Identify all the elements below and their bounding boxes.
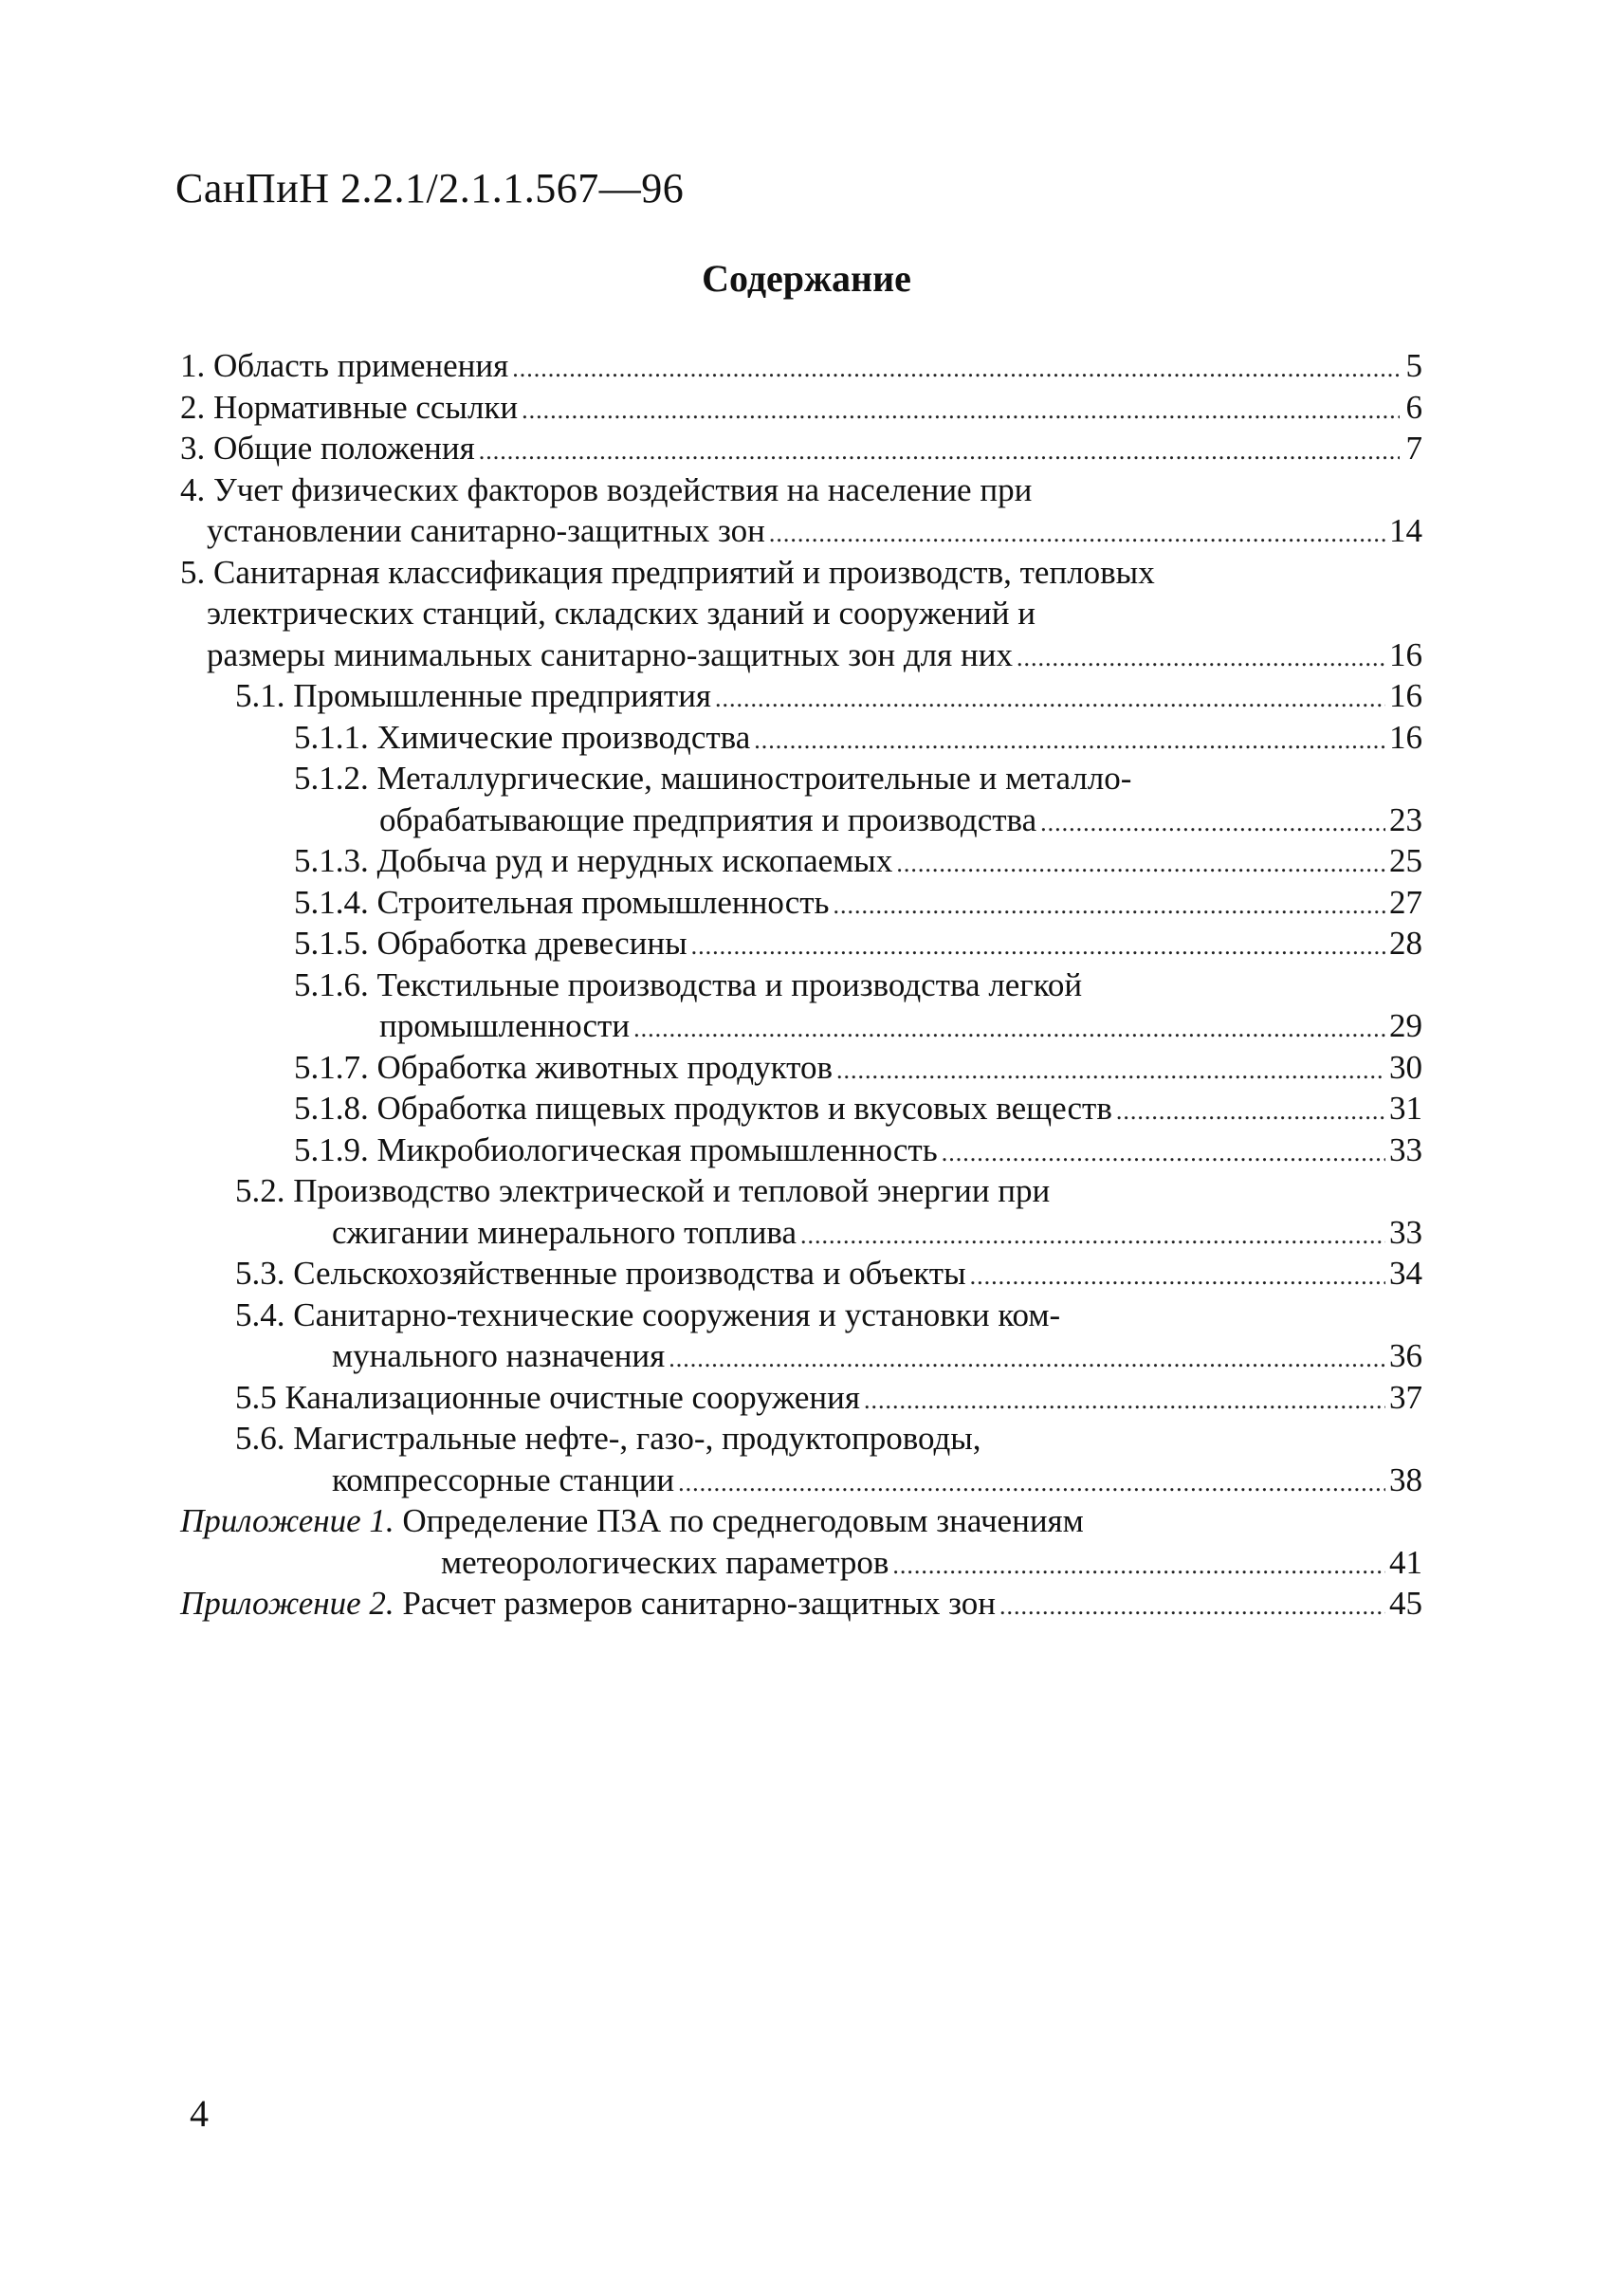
toc-entry-title: 2. Нормативные ссылки bbox=[180, 388, 519, 426]
toc-entry-title: 5.3. Сельскохозяйственные производства и объекты bbox=[235, 1255, 966, 1292]
toc-entry-text bbox=[235, 1295, 1060, 1336]
toc-entry-text bbox=[235, 1418, 981, 1460]
toc-entry bbox=[180, 552, 1422, 594]
toc-dot-leader bbox=[896, 843, 1385, 885]
toc-dot-leader bbox=[715, 678, 1385, 720]
toc-dot-leader bbox=[512, 348, 1400, 390]
toc-entry-title: 5.1.9. Микробиологическая промышленность bbox=[294, 1130, 938, 1168]
toc-page-number: 5 bbox=[1405, 347, 1422, 384]
toc-entry bbox=[180, 1377, 1422, 1419]
toc-entry-text bbox=[180, 469, 1032, 511]
toc-entry-title: 5.1.7. Обработка животных продуктов bbox=[294, 1048, 833, 1086]
toc-entry-title: компрессорные станции bbox=[332, 1460, 675, 1498]
toc-entry bbox=[180, 1088, 1422, 1130]
toc-entry-text bbox=[332, 1212, 797, 1254]
toc-page-number: 45 bbox=[1389, 1585, 1422, 1622]
toc-entry bbox=[180, 1212, 1422, 1254]
toc-entry-text bbox=[294, 1130, 938, 1171]
toc-dot-leader bbox=[834, 885, 1385, 927]
toc-entry-title: установлении санитарно-защитных зон bbox=[207, 512, 765, 549]
toc-entry-text bbox=[294, 840, 892, 882]
toc-entry-text bbox=[294, 923, 687, 964]
toc-entry-title: 5.4. Санитарно-технические сооружения и установки ком- bbox=[235, 1295, 1061, 1333]
toc-entry bbox=[180, 469, 1422, 511]
toc-entry-text bbox=[294, 717, 750, 759]
toc-page-number: 28 bbox=[1389, 925, 1422, 962]
document-code: СанПиН 2.2.1/2.1.1.567—96 bbox=[175, 165, 685, 211]
toc-entry bbox=[180, 345, 1422, 387]
toc-entry bbox=[180, 428, 1422, 469]
toc-entry-title: 5.1.6. Текстильные производства и производства легкой bbox=[294, 965, 1083, 1003]
toc-entry-title: 5.6. Магистральные нефте-, газо-, продуктопроводы, bbox=[235, 1420, 981, 1457]
toc-page-number: 27 bbox=[1389, 883, 1422, 921]
toc-dot-leader bbox=[633, 1008, 1385, 1050]
toc-entry-title: 5.1.2. Металлургические, машиностроительные и металло- bbox=[294, 760, 1132, 797]
toc-entry-text bbox=[379, 1005, 630, 1047]
toc-entry bbox=[180, 964, 1422, 1006]
toc-page-number: 30 bbox=[1389, 1048, 1422, 1086]
toc-page-number: 23 bbox=[1389, 800, 1422, 838]
toc-dot-leader bbox=[999, 1586, 1385, 1627]
toc-entry-text bbox=[207, 510, 765, 552]
toc-entry-text bbox=[180, 428, 475, 469]
toc-dot-leader bbox=[800, 1215, 1385, 1257]
toc-entry-text bbox=[441, 1542, 889, 1584]
toc-entry-text bbox=[180, 552, 1155, 594]
toc-entry-title: 4. Учет физических факторов воздействия на население при bbox=[180, 470, 1033, 508]
toc-entry-title: промышленности bbox=[379, 1007, 631, 1044]
toc-entry bbox=[180, 717, 1422, 759]
toc-entry-title: 5.1.3. Добыча руд и нерудных ископаемых bbox=[294, 842, 893, 879]
toc-entry-title: 1. Область применения bbox=[180, 347, 509, 384]
toc-entry-title: 5.1.4. Строительная промышленность bbox=[294, 883, 830, 921]
toc-appendix-label: Приложение 2. bbox=[180, 1585, 394, 1622]
toc-entry bbox=[180, 387, 1422, 429]
toc-entry-title: 5.5 Канализационные очистные сооружения bbox=[235, 1378, 860, 1416]
toc-dot-leader bbox=[864, 1380, 1385, 1422]
toc-entry bbox=[180, 1542, 1422, 1584]
toc-dot-leader bbox=[669, 1338, 1385, 1380]
toc-page-number: 16 bbox=[1389, 677, 1422, 714]
toc-entry bbox=[180, 758, 1422, 799]
toc-page-number: 7 bbox=[1405, 430, 1422, 467]
toc-entry bbox=[180, 1295, 1422, 1336]
toc-dot-leader bbox=[691, 926, 1385, 967]
toc-page-number: 34 bbox=[1389, 1255, 1422, 1292]
toc-entry-text bbox=[294, 882, 830, 924]
toc-entry bbox=[180, 634, 1422, 676]
table-of-contents bbox=[180, 345, 1422, 1625]
toc-entry bbox=[180, 1418, 1422, 1460]
toc-appendix-label: Приложение 1. bbox=[180, 1502, 394, 1539]
toc-entry-text bbox=[207, 593, 1036, 634]
toc-entry-title: 5.1.8. Обработка пищевых продуктов и вкусовых веществ bbox=[294, 1090, 1112, 1127]
toc-dot-leader bbox=[1116, 1091, 1385, 1132]
toc-entry bbox=[180, 1460, 1422, 1501]
toc-page-number: 33 bbox=[1389, 1130, 1422, 1168]
page-number: 4 bbox=[190, 2092, 209, 2135]
toc-page-number: 41 bbox=[1389, 1543, 1422, 1581]
toc-entry-title: электрических станций, складских зданий и сооружений и bbox=[207, 595, 1036, 632]
toc-entry bbox=[180, 923, 1422, 964]
toc-dot-leader bbox=[942, 1132, 1385, 1174]
toc-entry-text bbox=[235, 1253, 966, 1295]
toc-entry-text bbox=[332, 1335, 665, 1377]
toc-page-number: 36 bbox=[1389, 1337, 1422, 1374]
toc-entry-title: 3. Общие положения bbox=[180, 430, 475, 467]
toc-entry bbox=[180, 1170, 1422, 1212]
toc-entry-text bbox=[207, 634, 1013, 676]
toc-entry bbox=[180, 1583, 1422, 1625]
toc-entry-title: размеры минимальных санитарно-защитных зон для них bbox=[207, 635, 1013, 673]
toc-entry bbox=[180, 1047, 1422, 1089]
toc-entry bbox=[180, 1005, 1422, 1047]
toc-entry-title: метеорологических параметров bbox=[441, 1543, 889, 1581]
toc-page-number: 37 bbox=[1389, 1378, 1422, 1416]
toc-entry bbox=[180, 1335, 1422, 1377]
toc-entry-title: 5.1. Промышленные предприятия bbox=[235, 677, 712, 714]
toc-dot-leader bbox=[1040, 802, 1385, 844]
toc-entry-text bbox=[332, 1460, 674, 1501]
toc-entry-title: 5.2. Производство электрической и тепловой энергии при bbox=[235, 1172, 1051, 1209]
toc-entry-title: сжигании минерального топлива bbox=[332, 1213, 797, 1251]
toc-dot-leader bbox=[754, 720, 1385, 762]
toc-entry-text bbox=[180, 1583, 996, 1625]
toc-entry-text bbox=[379, 799, 1036, 841]
toc-dot-leader bbox=[892, 1545, 1385, 1587]
toc-entry bbox=[180, 882, 1422, 924]
toc-entry-title: Расчет размеров санитарно-защитных зон bbox=[394, 1585, 996, 1622]
toc-entry-text bbox=[180, 387, 518, 429]
toc-entry-title: 5.1.5. Обработка древесины bbox=[294, 925, 687, 962]
toc-page-number: 29 bbox=[1389, 1007, 1422, 1044]
toc-dot-leader bbox=[479, 431, 1400, 472]
toc-dot-leader bbox=[522, 390, 1400, 432]
toc-entry-title: Определение ПЗА по среднегодовым значениям bbox=[394, 1502, 1084, 1539]
toc-entry-title: 5. Санитарная классификация предприятий и производств, тепловых bbox=[180, 553, 1155, 591]
toc-entry-title: обрабатывающие предприятия и производства bbox=[379, 800, 1037, 838]
toc-page-number: 25 bbox=[1389, 842, 1422, 879]
toc-entry bbox=[180, 510, 1422, 552]
toc-dot-leader bbox=[769, 513, 1385, 555]
toc-title: Содержание bbox=[702, 257, 911, 300]
toc-entry-text bbox=[294, 964, 1082, 1006]
toc-entry bbox=[180, 799, 1422, 841]
toc-dot-leader bbox=[1017, 637, 1385, 679]
toc-page-number: 16 bbox=[1389, 718, 1422, 756]
toc-entry-text bbox=[235, 675, 711, 717]
toc-entry-text bbox=[294, 1088, 1112, 1130]
toc-page-number: 33 bbox=[1389, 1213, 1422, 1251]
toc-page-number: 6 bbox=[1405, 388, 1422, 426]
toc-entry bbox=[180, 1500, 1422, 1542]
toc-entry bbox=[180, 675, 1422, 717]
toc-entry bbox=[180, 593, 1422, 634]
toc-entry bbox=[180, 1130, 1422, 1171]
toc-page-number: 14 bbox=[1389, 512, 1422, 549]
toc-dot-leader bbox=[836, 1050, 1385, 1092]
toc-dot-leader bbox=[678, 1462, 1385, 1504]
toc-entry bbox=[180, 840, 1422, 882]
toc-entry-text bbox=[294, 758, 1131, 799]
toc-page-number: 31 bbox=[1389, 1090, 1422, 1127]
toc-entry-text bbox=[235, 1377, 860, 1419]
toc-page-number: 16 bbox=[1389, 635, 1422, 673]
toc-entry bbox=[180, 1253, 1422, 1295]
toc-entry-text bbox=[294, 1047, 833, 1089]
toc-dot-leader bbox=[970, 1256, 1385, 1297]
toc-page-number: 38 bbox=[1389, 1460, 1422, 1498]
toc-entry-title: 5.1.1. Химические производства bbox=[294, 718, 751, 756]
toc-entry-title: мунального назначения bbox=[332, 1337, 666, 1374]
toc-entry-text bbox=[235, 1170, 1050, 1212]
toc-entry-text bbox=[180, 345, 508, 387]
toc-entry-text bbox=[180, 1500, 1084, 1542]
